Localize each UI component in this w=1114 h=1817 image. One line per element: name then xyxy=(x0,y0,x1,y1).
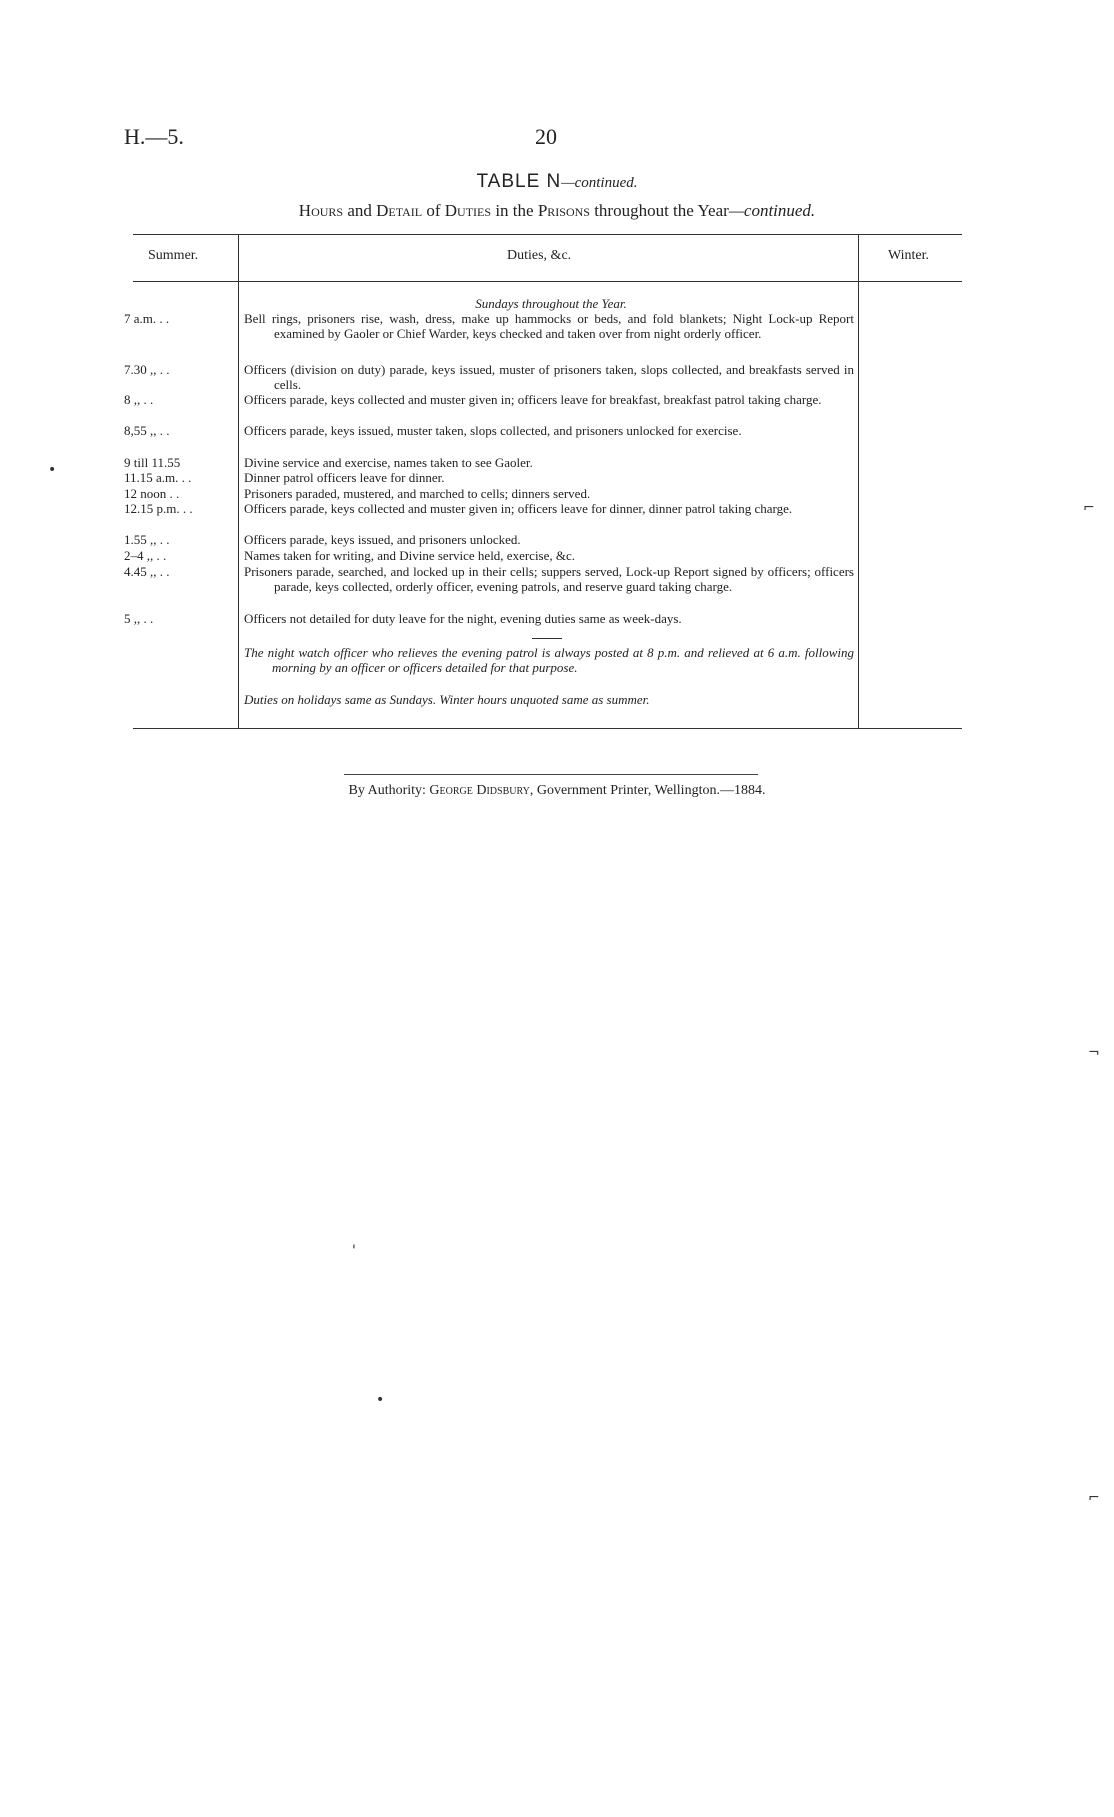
subtitle-part: Hours xyxy=(298,201,344,220)
row-time: 4.45 ,, . . xyxy=(124,564,170,579)
table-header-rule xyxy=(133,281,962,282)
scan-speck: • xyxy=(48,462,57,478)
table-title-main: TABLE N xyxy=(476,171,562,192)
row-duty: Divine service and exercise, names taken to see Gaoler. xyxy=(244,455,533,470)
scan-speck: • xyxy=(376,1392,385,1408)
row-time: 7.30 ,, . . xyxy=(124,362,170,377)
page-reference: H.—5. xyxy=(124,124,184,149)
imprint-suffix: , Government Printer, Wellington.—1884. xyxy=(529,783,766,798)
row-time: 7 a.m. . . xyxy=(124,311,170,326)
subtitle-part: Prisons xyxy=(537,201,590,220)
subtitle-part: in the xyxy=(491,201,538,220)
row-duty: Bell rings, prisoners rise, wash, dress, make up hammocks or beds, and fold blankets; Night Lock-up Report examined by Gaoler or Chief Warder, keys checked and taken over from night orderly officer. xyxy=(244,311,854,341)
row-time: 9 till 11.55 xyxy=(124,455,181,470)
subtitle-part: Detail xyxy=(376,201,423,220)
night-watch-note: The night watch officer who relieves the evening patrol is always posted at 8 p.m. and relieved at 6 a.m. following morning by an officer or officers detailed for that purpose. xyxy=(244,645,854,675)
imprint-prefix: By Authority: xyxy=(348,783,430,798)
printer-imprint xyxy=(0,783,1114,799)
table-title-continued: —continued. xyxy=(561,175,638,191)
row-duty: Dinner patrol officers leave for dinner. xyxy=(244,470,445,485)
scan-speck: ' xyxy=(352,1243,356,1259)
notes-separator xyxy=(532,638,562,639)
row-time: 2–4 ,, . . xyxy=(124,548,167,563)
imprint-rule xyxy=(344,774,758,775)
row-time: 12.15 p.m. . . xyxy=(124,501,193,516)
scan-speck: ⌐ xyxy=(1083,500,1095,516)
row-time: 12 noon . . xyxy=(124,486,180,501)
row-duty: Officers parade, keys issued, and prisoners unlocked. xyxy=(244,532,521,547)
scan-speck: ⌐ xyxy=(1088,1490,1100,1506)
row-time: 5 ,, . . xyxy=(124,611,154,626)
row-duty: Prisoners parade, searched, and locked up in their cells; suppers served, Lock-up Report signed by officers; officers parade, keys collected, orderly officer, evening patrols, and reserve guard taking charge. xyxy=(244,564,854,594)
table-title xyxy=(0,171,1114,193)
column-header-duties: Duties, &c. xyxy=(507,248,572,263)
table-top-rule xyxy=(133,234,962,235)
section-heading: Sundays throughout the Year. xyxy=(475,296,627,311)
row-time: 11.15 a.m. . . xyxy=(124,470,192,485)
row-time: 1.55 ,, . . xyxy=(124,532,170,547)
subtitle-continued: —continued. xyxy=(728,201,816,220)
row-duty: Officers parade, keys collected and muster given in; officers leave for dinner, dinner patrol taking charge. xyxy=(244,501,793,516)
row-duty: Officers parade, keys issued, muster taken, slops collected, and prisoners unlocked for exercise. xyxy=(244,423,742,438)
subtitle-part: throughout the Year xyxy=(589,201,729,220)
subtitle-part: and xyxy=(343,201,377,220)
table-subtitle xyxy=(0,201,1114,221)
row-time: 8,55 ,, . . xyxy=(124,423,170,438)
row-duty: Officers parade, keys collected and muster given in; officers leave for breakfast, breakfast patrol taking charge. xyxy=(244,392,822,407)
table-bottom-rule xyxy=(133,728,962,729)
scan-speck: ¬ xyxy=(1088,1045,1100,1061)
holidays-note: Duties on holidays same as Sundays. Winter hours unquoted same as summer. xyxy=(244,692,650,707)
page-number: 20 xyxy=(535,124,557,149)
row-duty: Prisoners paraded, mustered, and marched to cells; dinners served. xyxy=(244,486,591,501)
column-header-winter: Winter. xyxy=(888,248,930,263)
column-header-summer: Summer. xyxy=(148,248,199,263)
subtitle-part: of xyxy=(422,201,445,220)
row-duty: Officers not detailed for duty leave for the night, evening duties same as week-days. xyxy=(244,611,682,626)
column-divider-right xyxy=(858,235,859,728)
imprint-printer: George Didsbury xyxy=(429,783,530,798)
subtitle-part: Duties xyxy=(444,201,492,220)
row-duty: Names taken for writing, and Divine service held, exercise, &c. xyxy=(244,548,576,563)
row-duty: Officers (division on duty) parade, keys issued, muster of prisoners taken, slops collected, and breakfasts served in cells. xyxy=(244,362,854,392)
row-time: 8 ,, . . xyxy=(124,392,154,407)
